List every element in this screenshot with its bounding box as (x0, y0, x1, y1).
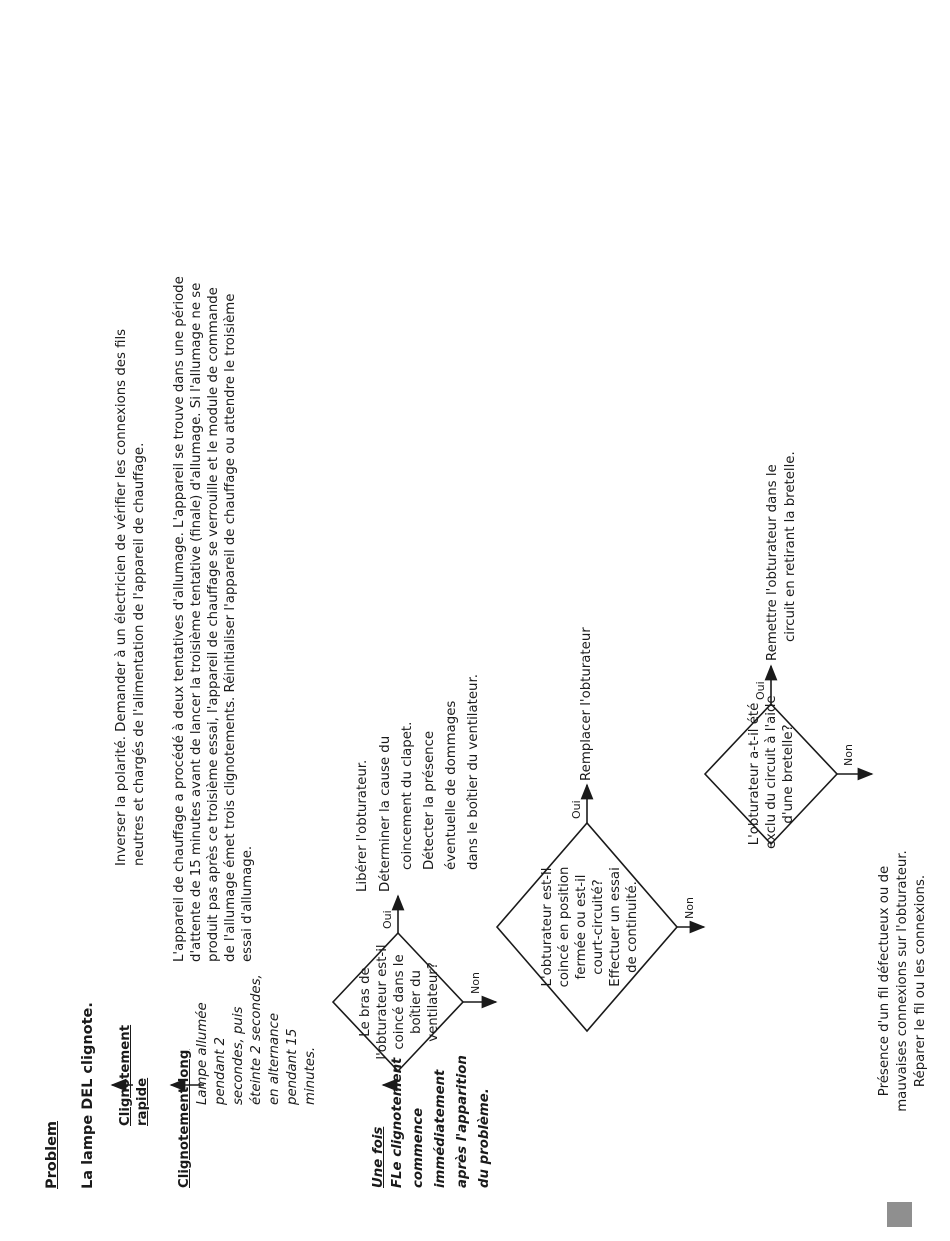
decision-2-line: coincé en position (557, 866, 572, 988)
decision-1-line: l'obturateur est-il (375, 944, 390, 1060)
page-marker (887, 1202, 912, 1227)
start-line: commence (411, 1107, 426, 1188)
decision-3-line: L'obturateur a-t-il été (747, 702, 762, 846)
rapid-text-line-1: Inverser la polarité. Demander à un électricien de vérifier les connexions des fils (114, 328, 129, 866)
outcome-1-line: éventuelle de dommages (444, 700, 459, 870)
non-label: Non (683, 897, 696, 919)
long-desc-line: minutes. (303, 1046, 318, 1105)
outcome-1-line: Détecter la présence (422, 730, 437, 870)
decision-2-line: court-circuité? (591, 879, 606, 975)
page-subtitle: La lampe DEL clignote. (80, 1002, 96, 1189)
outcome-1-line: Libérer l'obturateur. (355, 759, 370, 892)
decision-2-line: L'obturateur est-il (540, 867, 555, 987)
long-text-line: L'appareil de chauffage a procédé à deux tentatives d'allumage. L'appareil se trouve dans une période (172, 276, 187, 962)
outcome-1-line: coincement du clapet. (400, 721, 415, 870)
long-text-line: produit pas après ce troisième essai, l'appareil de chauffage se verrouille et le module de commande (206, 287, 221, 962)
long-desc-line: en alternance (267, 1012, 282, 1105)
long-desc-line: pendant 15 (285, 1028, 300, 1105)
long-desc-line: pendant 2 (213, 1037, 228, 1105)
long-desc-line: éteinte 2 secondes, (249, 974, 264, 1105)
long-text-line: de l'allumage émet trois clignotements. Réinitialiser l'appareil de chauffage ou attendre le troisième (223, 293, 238, 962)
outcome-4-line: mauvaises connexions sur l'obturateur. (895, 850, 910, 1112)
decision-3-line: exclu du circuit à l'aide (764, 695, 779, 849)
start-line: du problème. (477, 1088, 492, 1188)
long-desc-line: Lampe allumée (195, 1002, 210, 1105)
oui-label: Oui (754, 681, 767, 700)
start-line-2: FLe clignotement (390, 1057, 405, 1188)
non-label: Non (469, 972, 482, 994)
non-label: Non (842, 744, 855, 766)
outcome-4-line: Présence d'un fil défectueux ou de (877, 865, 892, 1097)
decision-1-line: ventilateur? (426, 962, 441, 1042)
decision-1-line: coincé dans le (392, 954, 407, 1050)
long-text-line: essai d'allumage. (240, 845, 255, 962)
outcome-3-line: circuit en retirant la bretelle. (783, 451, 798, 642)
rapid-label-2: rapide (135, 1077, 150, 1126)
page-title: Problem (44, 1120, 60, 1189)
start-line: après l'apparition (455, 1055, 470, 1188)
oui-label: Oui (381, 910, 394, 929)
decision-2-line: Effectuer un essai (608, 867, 623, 987)
decision-1-line: boîtier du (409, 970, 424, 1034)
decision-2-line: fermée ou est-il (574, 874, 589, 980)
long-text-line: d'attente de 15 minutes avant de lancer la troisième tentative (finale) d'allumage. Si l'allumage ne se (189, 282, 204, 962)
outcome-2-line: Remplacer l'obturateur (579, 627, 594, 781)
start-line-1: Une fois (371, 1126, 386, 1188)
outcome-1-line: dans le boîtier du ventilateur. (466, 674, 481, 870)
oui-label: Oui (570, 800, 583, 819)
outcome-1-line: Déterminer la cause du (378, 735, 393, 892)
long-desc-line: secondes, puis (231, 1006, 246, 1105)
decision-2-line: de continuité. (625, 881, 640, 973)
outcome-3-line: Remettre l'obturateur dans le (765, 464, 780, 661)
long-label: Clignotement long (177, 1049, 192, 1188)
decision-3-line: d'une bretelle? (781, 724, 796, 824)
start-line: immédiatement (433, 1069, 448, 1188)
rapid-label-1: Clignotement (118, 1024, 133, 1126)
rapid-text-line-2: neutres et chargés de l'alimentation de l'appareil de chauffage. (132, 442, 147, 866)
decision-1-line: Le bras de (358, 967, 373, 1037)
outcome-4-line: Réparer le fil ou les connexions. (913, 874, 928, 1088)
